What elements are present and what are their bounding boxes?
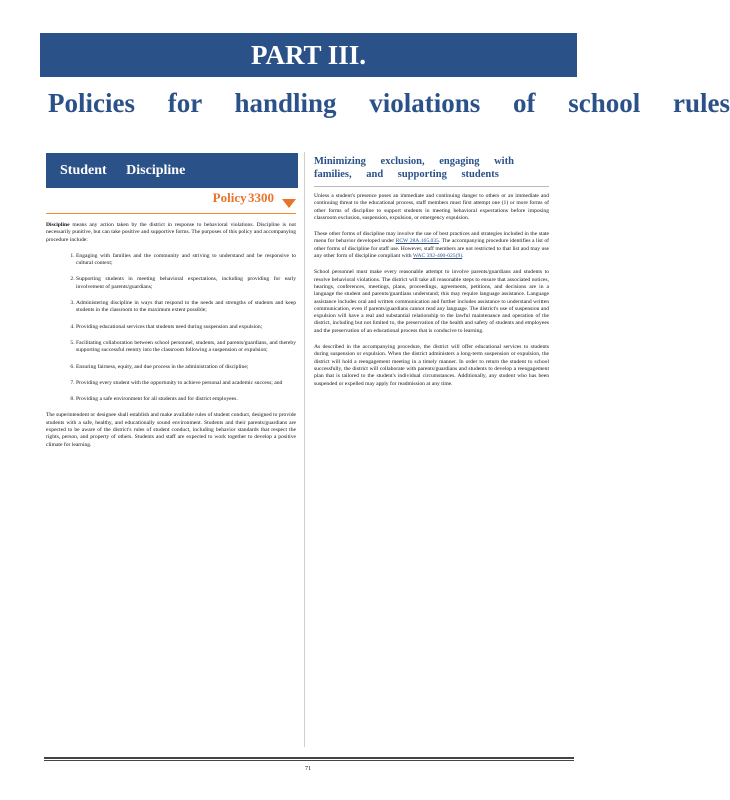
list-item: 6. Ensuring fairness, equity, and due process in the administration of discipline; (76, 364, 296, 371)
column-divider (304, 152, 305, 747)
page-number: 71 (305, 766, 311, 772)
left-column (46, 153, 296, 458)
intro-text: means any action taken by the district in response to behavioral violations. Discipline is not necessarily punitive, but can take positive and supportive forms. The purposes of this policy and accompanying procedure include: (46, 222, 296, 243)
paragraph-2-text-b: . The accompanying procedure identifies a list of other forms of discipline for staff use. However, staff members are not restricted to that list and may use any other form of discipline compliant with (314, 238, 549, 260)
part-title-bar (40, 33, 577, 77)
closing-paragraph: The superintendent or designee shall establish and make available rules of student conduct, designed to provide students with a safe, healthy, and educationally sound environment. Students and their parents/guardians are expected to be aware of the district's rules of student conduct, including behavior standards that respect the rights, person, and property of others. Students and staff are expected to work together to develop a positive climate for learning. (46, 412, 296, 448)
footer-rule (44, 757, 574, 759)
list-item: 7. Providing every student with the opportunity to achieve personal and academic success; and (76, 380, 296, 387)
paragraph-1: Unless a student's presence poses an immediate and continuing danger to others or an immediate and continuing threat to the educational process, staff members must first attempt one (1) or more forms of other forms of discipline to support students in meeting behavioral expectations before imposing classroom exclusion, suspension, expulsion, or emergency expulsion. (314, 193, 549, 221)
intro-term: Discipline (46, 222, 70, 228)
paragraph-2-text-c: . (462, 253, 464, 260)
footer-rule-thin (44, 760, 574, 761)
list-item: 2. Supporting students in meeting behavioral expectations, including providing for early involvement of parents/guardians; (76, 276, 296, 291)
paragraph-3: School personnel must make every reasonable attempt to involve parents/guardians and students to resolve behavioral violations. The district will take all reasonable steps to ensure that associated notices, hearings, conferences, meetings, plans, proceedings, agreements, petitions, and decisions are in a language the student and parents/guardians understand; this may require language assistance. Language assistance includes oral and written communication and further includes assistance to understand written communication, even if parents/guardians cannot read any language. The district's use of suspension and expulsion will have a real and substantial relationship to the lawful maintenance and operation of the district, including but not limited to, the preservation of the health and safety of students and employees and the preservation of an educational process that is conducive to learning. (314, 269, 549, 334)
right-column (314, 155, 549, 397)
wac-link[interactable]: WAC 392-400-025(9) (412, 253, 463, 260)
policy-label (46, 190, 296, 214)
triangle-icon (282, 199, 296, 208)
purpose-list (46, 253, 296, 404)
section-title: Student Discipline (46, 153, 298, 188)
policy-number: 3300 (248, 190, 274, 205)
rcw-link[interactable]: RCW 28A.165.035 (395, 238, 439, 245)
paragraph-2-text-a: These other forms of discipline may involve the use of best practices and strategies included in the state menu for behavior developed under (314, 231, 549, 245)
list-item: 3. Administering discipline in ways that respond to the needs and strengths of students and keep students in the classroom to the maximum extent possible; (76, 300, 296, 315)
paragraph-2 (314, 231, 549, 260)
list-item: 8. Providing a safe environment for all students and for district employees. (76, 396, 296, 403)
list-item: 4. Providing educational services that students need during suspension and expulsion; (76, 324, 296, 331)
list-item: 1. Engaging with families and the community and striving to understand and be responsive to cultural context; (76, 253, 296, 268)
part-title: PART III. (250, 40, 367, 70)
policy-word: Policy (212, 190, 247, 205)
list-item: 5. Facilitating collaboration between school personnel, students, and parents/guardians, and thereby supporting successful reentry into the classroom following a suspension or expulsion; (76, 340, 296, 355)
intro-paragraph (46, 222, 296, 244)
paragraph-4: As described in the accompanying procedure, the district will offer educational services to students during suspension or expulsion. When the district administers a long-term suspension or expulsion, the district will hold a reengagement meeting in a timely manner. In order to return the student to school successfully, the district will collaborate with parents/guardians and students to develop a reengagement plan that is tailored to the student's individual circumstances. Additionally, any student who has been suspended or expelled may apply for readmission at any time. (314, 344, 549, 387)
right-heading: Minimizing exclusion, engaging with families, and supporting students (314, 155, 549, 187)
main-title: Policies for handling violations of school rules (48, 88, 730, 118)
